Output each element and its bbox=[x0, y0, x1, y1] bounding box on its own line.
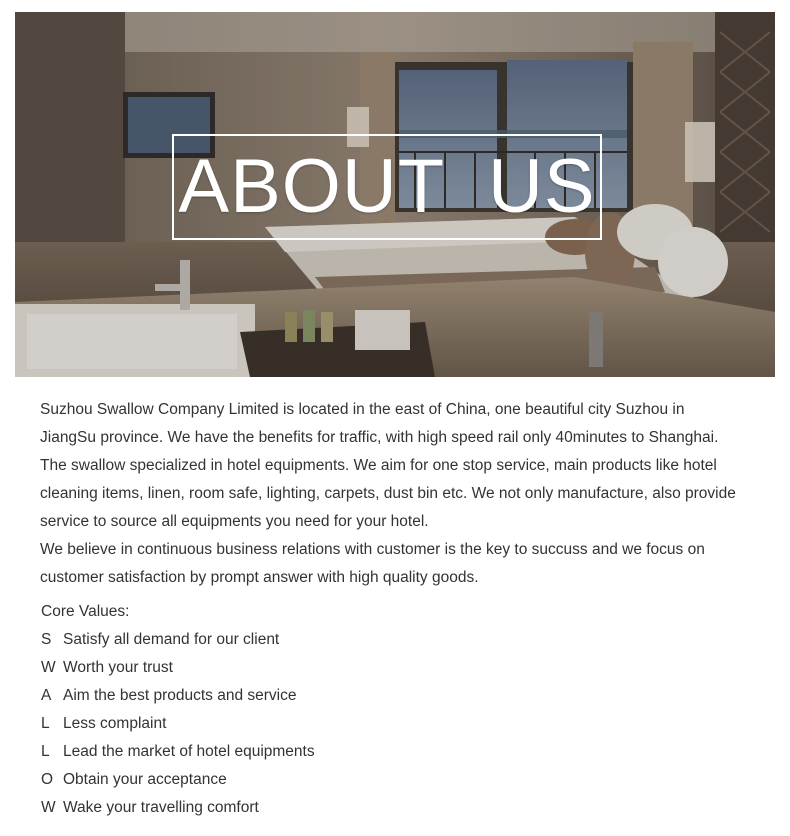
core-values-heading: Core Values: bbox=[41, 603, 130, 620]
core-value-letter: L bbox=[41, 743, 50, 760]
core-value-text: Wake your travelling comfort bbox=[63, 799, 259, 816]
hero-title: ABOUT US bbox=[178, 144, 596, 229]
company-intro bbox=[40, 396, 740, 592]
core-value-item bbox=[41, 794, 741, 822]
core-value-item bbox=[41, 738, 741, 766]
core-value-letter: W bbox=[41, 799, 56, 816]
core-value-item bbox=[41, 626, 741, 654]
core-value-text: Aim the best products and service bbox=[63, 687, 297, 704]
core-value-letter: L bbox=[41, 715, 50, 732]
intro-paragraph-2: We believe in continuous business relations with customer is the key to succuss and we focus on customer satisfaction by prompt answer with high quality goods. bbox=[40, 541, 705, 586]
core-value-letter: S bbox=[41, 631, 52, 648]
core-value-letter: A bbox=[41, 687, 52, 704]
core-value-text: Worth your trust bbox=[63, 659, 173, 676]
core-value-letter: O bbox=[41, 771, 54, 788]
core-value-text: Satisfy all demand for our client bbox=[63, 631, 280, 648]
about-us-banner bbox=[15, 12, 775, 377]
core-value-item bbox=[41, 682, 741, 710]
core-value-letter: W bbox=[41, 659, 56, 676]
intro-paragraph-1: Suzhou Swallow Company Limited is located in the east of China, one beautiful city Suzhou in JiangSu province. We have the benefits for traffic, with high speed rail only 40minutes to Shanghai. The swallow specialized in hotel equipments. We aim for one stop service, main products like hotel cleaning items, linen, room safe, lighting, carpets, dust bin etc. We not only manufacture, also provide service to source all equipments you need for your hotel. bbox=[40, 401, 736, 530]
core-value-text: Lead the market of hotel equipments bbox=[63, 743, 315, 760]
core-value-text: Obtain your acceptance bbox=[63, 771, 227, 788]
core-value-item bbox=[41, 654, 741, 682]
core-value-item bbox=[41, 710, 741, 738]
core-values bbox=[41, 598, 741, 822]
core-value-text: Less complaint bbox=[63, 715, 167, 732]
core-value-item bbox=[41, 766, 741, 794]
